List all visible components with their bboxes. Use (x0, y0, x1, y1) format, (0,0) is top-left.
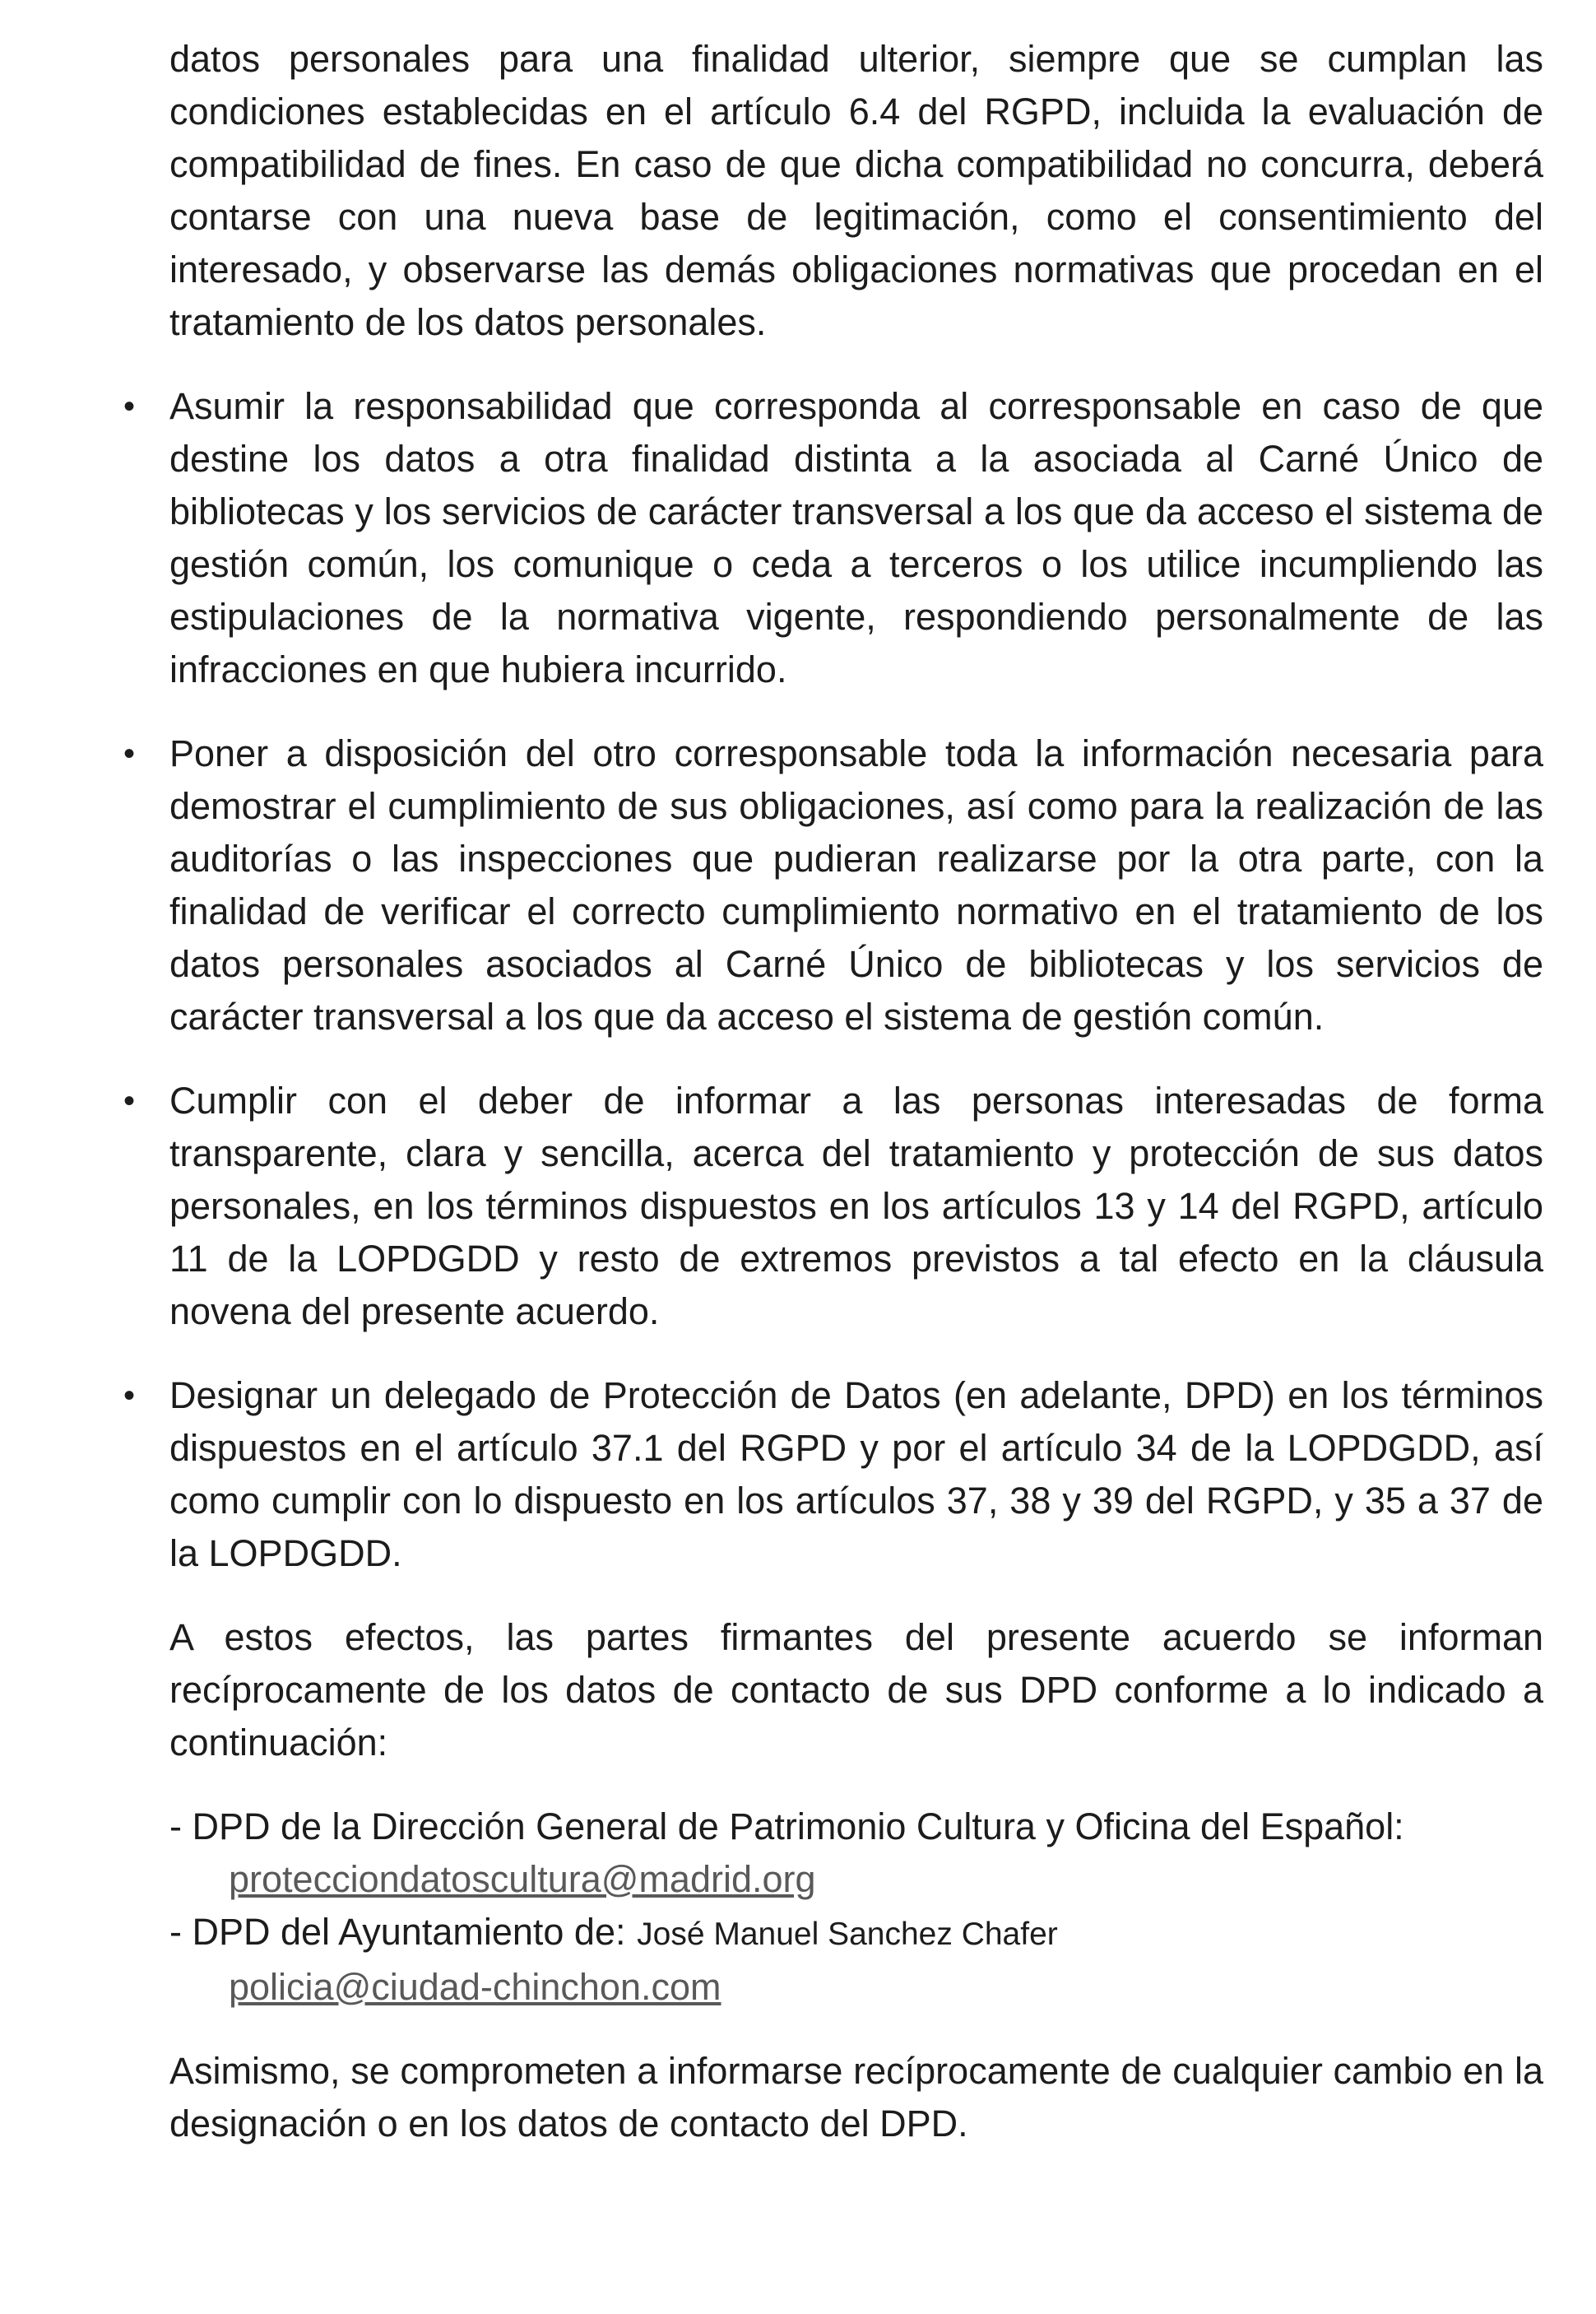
cultura-email-link[interactable]: protecciondatoscultura@madrid.org (229, 1858, 816, 1900)
dpd-entry-ayuntamiento (169, 1906, 1543, 1961)
bullet-text: Asumir la responsabilidad que corresponda al corresponsable en caso de que destine los datos a otra finalidad distinta a la asociada al Carné Único de bibliotecas y los servicios de carácter transversal a los que da acceso el sistema de gestión común, los comunique o ceda a terceros o los utilice incumpliendo las estipulaciones de la normativa vigente, respondiendo personalmente de las infracciones en que hubiera incurrido. (169, 385, 1543, 690)
closing-paragraph: Asimismo, se comprometen a informarse recíprocamente de cualquier cambio en la designación o en los datos de contacto del DPD. (169, 2050, 1543, 2144)
dpd-entry-label: - DPD del Ayuntamiento de: (169, 1911, 626, 1953)
dpd-entry-cultura-email-line (229, 1853, 1543, 1906)
bullet-icon: • (123, 388, 136, 425)
dpd-intro-paragraph: A estos efectos, las partes firmantes del presente acuerdo se informan recíprocamente de los datos de contacto de sus DPD conforme a lo indicado a continuación: (169, 1616, 1543, 1763)
bullet-text: Cumplir con el deber de informar a las personas interesadas de forma transparente, clara y sencilla, acerca del tratamiento y protección de sus datos personales, en los términos dispuestos en los artículos 13 y 14 del RGPD, artículo 11 de la LOPDGDD y resto de extremos previstos a tal efecto en la cláusula novena del presente acuerdo. (169, 1080, 1543, 1332)
bullet-item-cumplir (123, 1075, 1543, 1338)
bullet-item-poner (123, 727, 1543, 1043)
dpd-entry-ayuntamiento-email-line (229, 1961, 1543, 2014)
bullet-icon: • (123, 1378, 136, 1414)
dpd-contact-list (169, 1801, 1543, 2014)
ayuntamiento-email-link[interactable]: policia@ciudad-chinchon.com (229, 1966, 721, 2008)
dpd-entry-label: - DPD de la Dirección General de Patrimonio Cultura y Oficina del Español: (169, 1805, 1404, 1847)
bullet-item-designar (123, 1369, 1543, 1580)
dpd-contact-name: José Manuel Sanchez Chafer (637, 1917, 1058, 1952)
bullet-item-asumir (123, 380, 1543, 696)
dpd-entry-cultura (169, 1801, 1543, 1853)
bullet-text: Poner a disposición del otro corresponsable toda la información necesaria para demostrar el cumplimiento de sus obligaciones, así como para la realización de las auditorías o las inspecciones que pudieran realizarse por la otra parte, con la finalidad de verificar el correcto cumplimiento normativo en el tratamiento de los datos personales asociados al Carné Único de bibliotecas y los servicios de carácter transversal a los que da acceso el sistema de gestión común. (169, 732, 1543, 1038)
bullet-icon: • (123, 736, 136, 772)
bullet-text: Designar un delegado de Protección de Datos (en adelante, DPD) en los términos dispuestos en el artículo 37.1 del RGPD y por el artículo 34 de la LOPDGDD, así como cumplir con lo dispuesto en los artículos 37, 38 y 39 del RGPD, y 35 a 37 de la LOPDGDD. (169, 1374, 1543, 1574)
continuation-paragraph: datos personales para una finalidad ulterior, siempre que se cumplan las condiciones establecidas en el artículo 6.4 del RGPD, incluida la evaluación de compatibilidad de fines. En caso de que dicha compatibilidad no concurra, deberá contarse con una nueva base de legitimación, como el consentimiento del interesado, y observarse las demás obligaciones normativas que procedan en el tratamiento de los datos personales. (169, 38, 1543, 343)
bullet-icon: • (123, 1083, 136, 1119)
